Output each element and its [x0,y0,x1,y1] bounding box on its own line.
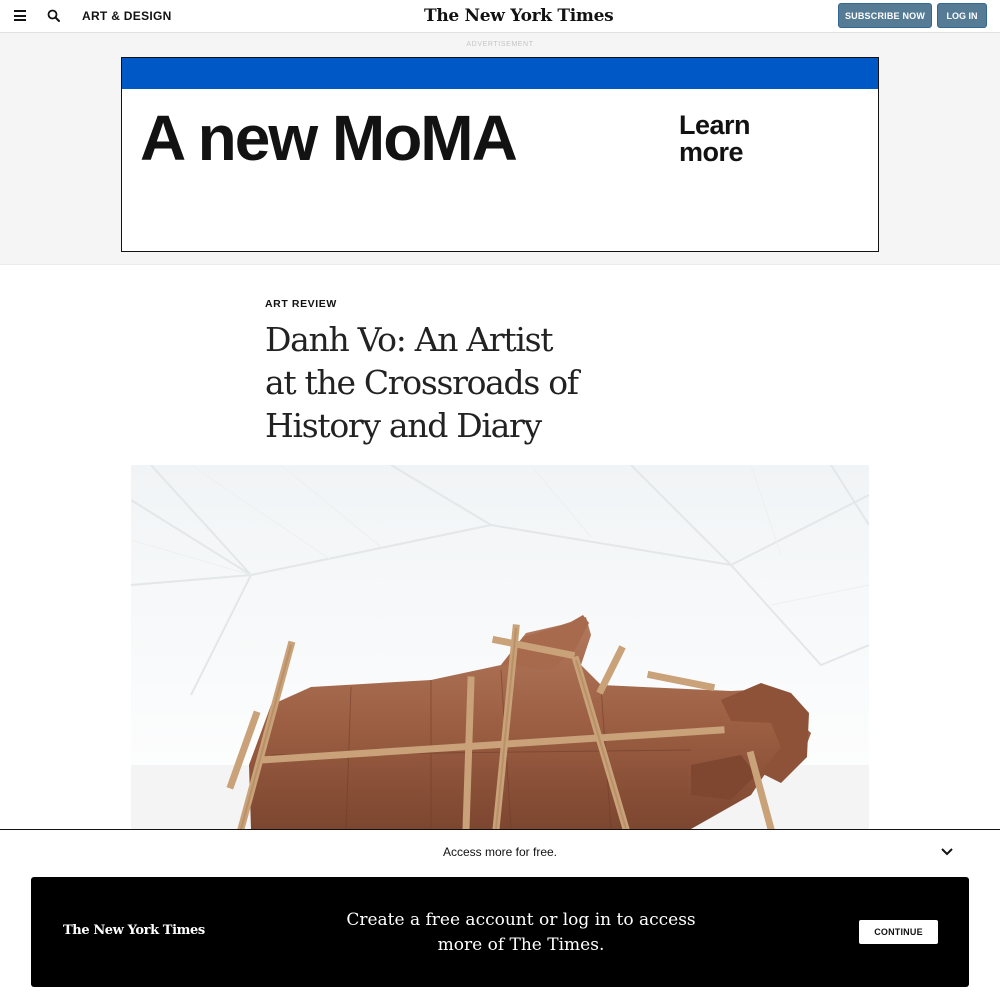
article-headline: Danh Vo: An Artist at the Crossroads of History and Diary [265,320,578,445]
ad-learn-more-link[interactable] [679,112,789,166]
ad-headline [140,102,516,174]
top-nav-bar [0,0,1000,33]
registration-gate [0,829,1000,1000]
subscribe-button[interactable]: SUBSCRIBE NOW [838,3,932,28]
hero-image [131,465,869,829]
ad-cta-line1: Learn [679,110,751,140]
nyt-logo: The New York Times [63,923,205,938]
ad-headline-part2: MoMA [331,102,516,174]
gate-title: Access more for free. [442,845,558,859]
continue-button[interactable]: CONTINUE [859,920,938,944]
nyt-masthead-logo[interactable]: The New York Times [424,6,614,26]
gate-message: Create a free account or log in to access more of The Times. [346,910,696,955]
ad-cta-line2: more [679,137,744,167]
login-button[interactable]: LOG IN [937,3,987,28]
chevron-down-icon[interactable] [940,845,954,859]
ad-accent-bar [122,58,878,89]
hamburger-menu-icon[interactable] [14,10,28,22]
ad-headline-part1: A new [140,102,317,174]
article-kicker[interactable]: ART REVIEW [265,298,337,310]
section-link[interactable]: ART & DESIGN [82,9,172,23]
advertisement-label: ADVERTISEMENT [466,41,534,48]
advertisement-zone [0,33,1000,265]
search-icon[interactable] [46,8,62,24]
gate-card [31,877,969,987]
moma-ad-banner[interactable] [121,57,879,252]
